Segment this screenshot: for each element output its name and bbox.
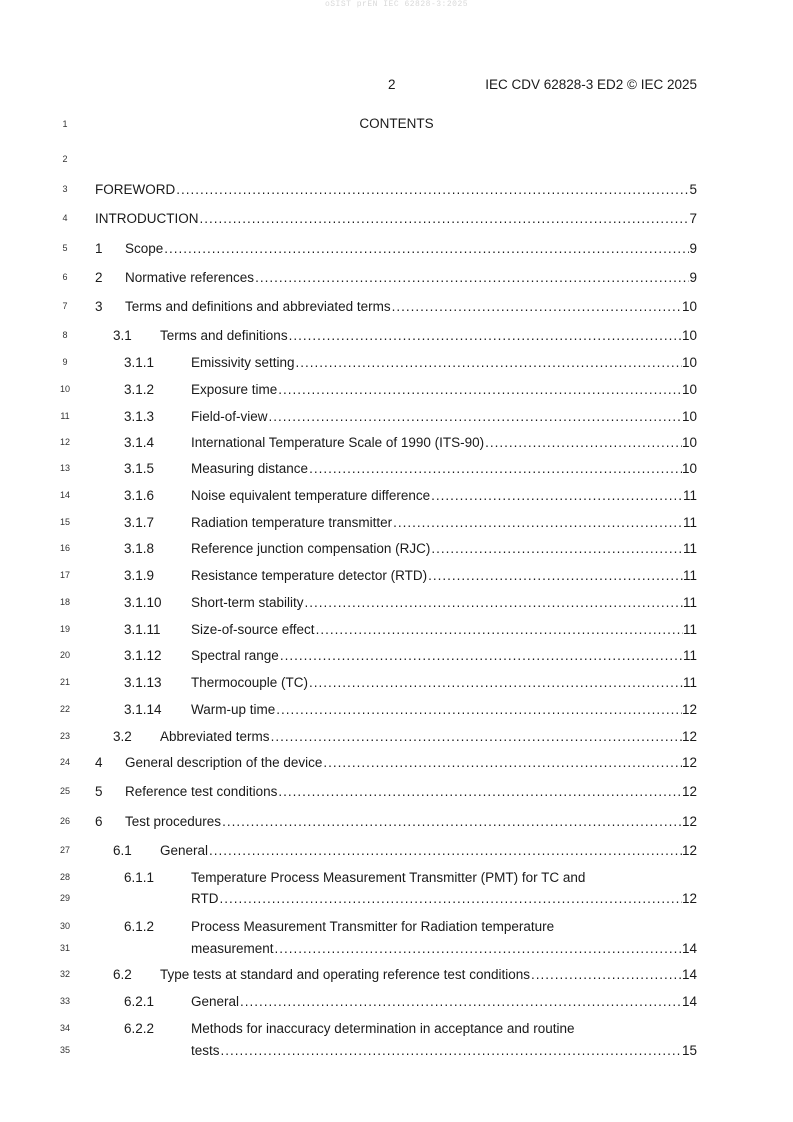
toc-title: Radiation temperature transmitter: [191, 515, 393, 530]
toc-title: Size-of-source effect: [191, 622, 315, 637]
toc-line: [0, 567, 793, 587]
toc-number: 3.1.4: [124, 435, 155, 450]
toc-number: 3.2: [113, 729, 132, 744]
line-number: 32: [59, 969, 70, 979]
toc-page: 12: [681, 729, 697, 744]
toc-entry-6-1-1-continued[interactable]: [191, 890, 697, 910]
toc-title: Type tests at standard and operating reference test conditions: [160, 967, 530, 982]
toc-entry-6-2[interactable]: [113, 966, 697, 986]
toc-leader-dots: [391, 298, 682, 316]
toc-line: [0, 647, 793, 667]
toc-number: 6.1.2: [124, 919, 155, 934]
toc-number: 6.1.1: [124, 870, 155, 885]
toc-number: 5: [95, 784, 103, 799]
toc-page: 10: [681, 382, 697, 397]
toc-entry-6-2-2[interactable]: [124, 1020, 574, 1038]
line-number: 17: [59, 570, 70, 580]
toc-line: [0, 621, 793, 641]
toc-line: [0, 813, 793, 833]
toc-line: [0, 240, 793, 260]
toc-title: Warm-up time: [191, 702, 276, 717]
toc-line: [0, 269, 793, 289]
toc-entry-3-1-6[interactable]: [124, 487, 697, 507]
toc-number: 6.1: [113, 843, 132, 858]
toc-entry-6-1-2-continued[interactable]: [191, 940, 697, 960]
line-number: 5: [62, 243, 68, 253]
toc-entry-3-1[interactable]: [113, 327, 697, 347]
toc-title: General description of the device: [125, 755, 323, 770]
toc-page: 12: [681, 755, 697, 770]
line-number: 7: [62, 301, 68, 311]
toc-page: 12: [681, 784, 697, 799]
toc-leader-dots: [175, 181, 689, 199]
line-number: 1: [62, 119, 68, 129]
toc-number: 3.1.5: [124, 461, 155, 476]
toc-entry-6[interactable]: [95, 813, 697, 833]
toc-entry-3-1-1[interactable]: [124, 354, 697, 374]
toc-leader-dots: [221, 813, 682, 831]
toc-title: Emissivity setting: [191, 355, 295, 370]
toc-leader-dots: [199, 210, 690, 228]
toc-leader-dots: [277, 381, 682, 399]
toc-line: [0, 594, 793, 614]
toc-page: 14: [681, 994, 697, 1009]
toc-title: FOREWORD: [95, 182, 176, 197]
toc-leader-dots: [254, 269, 689, 287]
toc-line: [0, 869, 793, 889]
toc-line: [0, 940, 793, 960]
toc-title: Normative references: [125, 270, 255, 285]
toc-leader-dots: [427, 567, 683, 585]
line-number: 26: [59, 816, 70, 826]
toc-page: 10: [681, 355, 697, 370]
toc-leader-dots: [268, 408, 682, 426]
toc-page: 11: [682, 515, 697, 530]
toc-number: 3.1.9: [124, 568, 155, 583]
toc-number: 4: [95, 755, 103, 770]
toc-leader-dots: [220, 1042, 682, 1062]
toc-entry-3-1-3[interactable]: [124, 408, 697, 428]
toc-line: [0, 674, 793, 694]
toc-line: [0, 966, 793, 986]
line-number: 28: [59, 872, 70, 882]
toc-line: [0, 701, 793, 721]
toc-page: 11: [682, 595, 697, 610]
toc-entry-3-2[interactable]: [113, 728, 697, 748]
line-number: 10: [59, 384, 70, 394]
line-number: 23: [59, 731, 70, 741]
toc-number: 3.1.12: [124, 648, 162, 663]
toc-line: [0, 408, 793, 428]
toc-page: 10: [681, 299, 697, 314]
toc-title: Spectral range: [191, 648, 279, 663]
toc-entry-6-1-2[interactable]: [124, 918, 554, 936]
toc-entry-5[interactable]: [95, 783, 697, 803]
toc-line: [0, 354, 793, 374]
toc-page: 10: [681, 328, 697, 343]
toc-page: 11: [682, 675, 697, 690]
toc-page: 11: [682, 488, 697, 503]
toc-entry-foreword[interactable]: [95, 181, 697, 201]
toc-leader-dots: [208, 842, 682, 860]
toc-line: [0, 298, 793, 318]
toc-page: 15: [681, 1043, 697, 1058]
line-number: 14: [59, 490, 70, 500]
toc-title-continued: tests: [191, 1043, 220, 1058]
toc-line: [0, 1042, 793, 1062]
document-id: IEC CDV 62828-3 ED2 © IEC 2025: [485, 77, 697, 92]
line-number: 30: [59, 921, 70, 931]
toc-line: [0, 540, 793, 560]
line-number: 9: [62, 357, 68, 367]
line-number: 16: [59, 543, 70, 553]
toc-entry-3-1-2[interactable]: [124, 381, 697, 401]
toc-line: [0, 181, 793, 201]
toc-title: Noise equivalent temperature difference: [191, 488, 431, 503]
toc-number: 3.1.7: [124, 515, 155, 530]
page-header: [0, 77, 793, 95]
toc-leader-dots: [239, 993, 682, 1011]
toc-entry-3-1-9[interactable]: [124, 567, 697, 587]
toc-line: [0, 487, 793, 507]
toc-line: [0, 460, 793, 480]
toc-title: Short-term stability: [191, 595, 304, 610]
toc-number: 3.1.8: [124, 541, 155, 556]
toc-title: Abbreviated terms: [160, 729, 270, 744]
toc-title: Thermocouple (TC): [191, 675, 309, 690]
toc-title: Measuring distance: [191, 461, 309, 476]
line-number: 19: [59, 624, 70, 634]
toc-leader-dots: [274, 940, 682, 960]
toc-page: 5: [689, 182, 697, 197]
line-number: 31: [59, 943, 70, 953]
toc-title: Process Measurement Transmitter for Radiation temperature: [191, 919, 555, 934]
toc-entry-3[interactable]: [95, 298, 697, 318]
toc-title: Reference test conditions: [125, 784, 278, 799]
toc-number: 6.2.1: [124, 994, 155, 1009]
toc-number: 3.1.2: [124, 382, 155, 397]
toc-leader-dots: [430, 540, 683, 558]
toc-entry-3-1-4[interactable]: [124, 434, 697, 454]
toc-entry-3-1-5[interactable]: [124, 460, 697, 480]
toc-title: INTRODUCTION: [95, 211, 199, 226]
line-number: 34: [59, 1023, 70, 1033]
toc-title: Resistance temperature detector (RTD): [191, 568, 428, 583]
toc-entry-3-1-12[interactable]: [124, 647, 697, 667]
toc-entry-6-2-1[interactable]: [124, 993, 697, 1013]
line-number: 27: [59, 845, 70, 855]
toc-page: 10: [681, 435, 697, 450]
toc-leader-dots: [308, 460, 682, 478]
toc-leader-dots: [277, 783, 682, 801]
toc-number: 3.1.14: [124, 702, 162, 717]
line-number: 12: [59, 437, 70, 447]
contents-title: CONTENTS: [359, 116, 434, 131]
line-number: 11: [60, 411, 70, 421]
line-number: 25: [59, 786, 70, 796]
toc-leader-dots: [295, 354, 682, 372]
toc-number: 3.1.1: [124, 355, 155, 370]
toc-line: [0, 327, 793, 347]
toc-page: 9: [689, 270, 697, 285]
line-number: 15: [59, 517, 70, 527]
toc-leader-dots: [275, 701, 682, 719]
line-number: 22: [59, 704, 70, 714]
line-number: 21: [59, 677, 70, 687]
toc-number: 6: [95, 814, 103, 829]
line-number: 3: [62, 184, 68, 194]
toc-entry-4[interactable]: [95, 754, 697, 774]
toc-leader-dots: [219, 890, 682, 910]
toc-number: 6.2.2: [124, 1021, 155, 1036]
watermark: oSIST prEN IEC 62828-3:2025: [324, 0, 469, 9]
toc-leader-dots: [279, 647, 683, 665]
toc-title: Test procedures: [125, 814, 222, 829]
toc-page: 10: [681, 409, 697, 424]
toc-title: Scope: [125, 241, 164, 256]
toc-page: 11: [682, 541, 697, 556]
toc-title: Terms and definitions and abbreviated terms: [125, 299, 391, 314]
toc-leader-dots: [392, 514, 683, 532]
line-number: 8: [62, 330, 68, 340]
toc-title: Terms and definitions: [160, 328, 288, 343]
toc-line: [0, 993, 793, 1013]
line-number: 18: [59, 597, 70, 607]
toc-leader-dots: [484, 434, 682, 452]
toc-line: [0, 842, 793, 862]
toc-title: Reference junction compensation (RJC): [191, 541, 431, 556]
toc-leader-dots: [315, 621, 683, 639]
toc-line: [0, 381, 793, 401]
toc-entry-3-1-11[interactable]: [124, 621, 697, 641]
toc-number: 3.1.13: [124, 675, 162, 690]
toc-line: [0, 210, 793, 230]
toc-number: 3.1.3: [124, 409, 155, 424]
toc-number: 3.1.6: [124, 488, 155, 503]
toc-entry-6-1-1[interactable]: [124, 869, 585, 887]
toc-page: 11: [682, 622, 697, 637]
line-number: 6: [62, 272, 68, 282]
toc-entry-1[interactable]: [95, 240, 697, 260]
toc-entry-6-2-2-continued[interactable]: [191, 1042, 697, 1062]
toc-title: General: [191, 994, 240, 1009]
toc-entry-3-1-7[interactable]: [124, 514, 697, 534]
toc-leader-dots: [308, 674, 683, 692]
toc-page: 11: [682, 648, 697, 663]
page-number: 2: [388, 77, 396, 92]
toc-leader-dots: [322, 754, 682, 772]
line-number: 20: [59, 650, 70, 660]
toc-page: 11: [682, 568, 697, 583]
toc-title: Temperature Process Measurement Transmitter (PMT) for TC and: [191, 870, 586, 885]
toc-line: [0, 754, 793, 774]
toc-line: [0, 918, 793, 938]
toc-line: [0, 890, 793, 910]
toc-line: [0, 514, 793, 534]
line-number: 4: [62, 213, 68, 223]
toc-page: 14: [681, 941, 697, 956]
toc-entry-2[interactable]: [95, 269, 697, 289]
toc-page: 12: [681, 702, 697, 717]
toc-line: [0, 728, 793, 748]
toc-line: [0, 434, 793, 454]
toc-number: 6.2: [113, 967, 132, 982]
toc-entry-3-1-13[interactable]: [124, 674, 697, 694]
toc-number: 3.1.10: [124, 595, 162, 610]
toc-leader-dots: [430, 487, 683, 505]
toc-number: 3.1.11: [124, 622, 161, 637]
toc-page: 12: [681, 843, 697, 858]
toc-number: 3.1: [113, 328, 132, 343]
toc-entry-3-1-10[interactable]: [124, 594, 697, 614]
toc-entry-6-1[interactable]: [113, 842, 697, 862]
line-number: 2: [62, 154, 68, 164]
toc-title: Field-of-view: [191, 409, 268, 424]
toc-number: 1: [95, 241, 103, 256]
toc-title: Methods for inaccuracy determination in acceptance and routine: [191, 1021, 575, 1036]
toc-entry-3-1-14[interactable]: [124, 701, 697, 721]
toc-title: Exposure time: [191, 382, 278, 397]
line-number: 29: [59, 893, 70, 903]
toc-page: 9: [689, 241, 697, 256]
toc-leader-dots: [304, 594, 683, 612]
line-row: [0, 151, 793, 171]
toc-page: 14: [681, 967, 697, 982]
toc-title-continued: RTD: [191, 891, 219, 906]
line-number: 33: [59, 996, 70, 1006]
toc-page: 7: [689, 211, 697, 226]
toc-number: 3: [95, 299, 103, 314]
toc-title-continued: measurement: [191, 941, 274, 956]
toc-title: General: [160, 843, 209, 858]
toc-leader-dots: [288, 327, 682, 345]
toc-line: [0, 1020, 793, 1040]
toc-page: 12: [681, 891, 697, 906]
toc-line: [0, 783, 793, 803]
toc-leader-dots: [270, 728, 682, 746]
toc-leader-dots: [530, 966, 682, 984]
toc-leader-dots: [163, 240, 689, 258]
line-number: 24: [59, 757, 70, 767]
line-number: 13: [59, 463, 70, 473]
toc-entry-introduction[interactable]: [95, 210, 697, 230]
toc-entry-3-1-8[interactable]: [124, 540, 697, 560]
toc-page: 12: [681, 814, 697, 829]
toc-title: International Temperature Scale of 1990 (ITS-90): [191, 435, 485, 450]
toc-page: 10: [681, 461, 697, 476]
line-number: 35: [59, 1045, 70, 1055]
toc-number: 2: [95, 270, 103, 285]
